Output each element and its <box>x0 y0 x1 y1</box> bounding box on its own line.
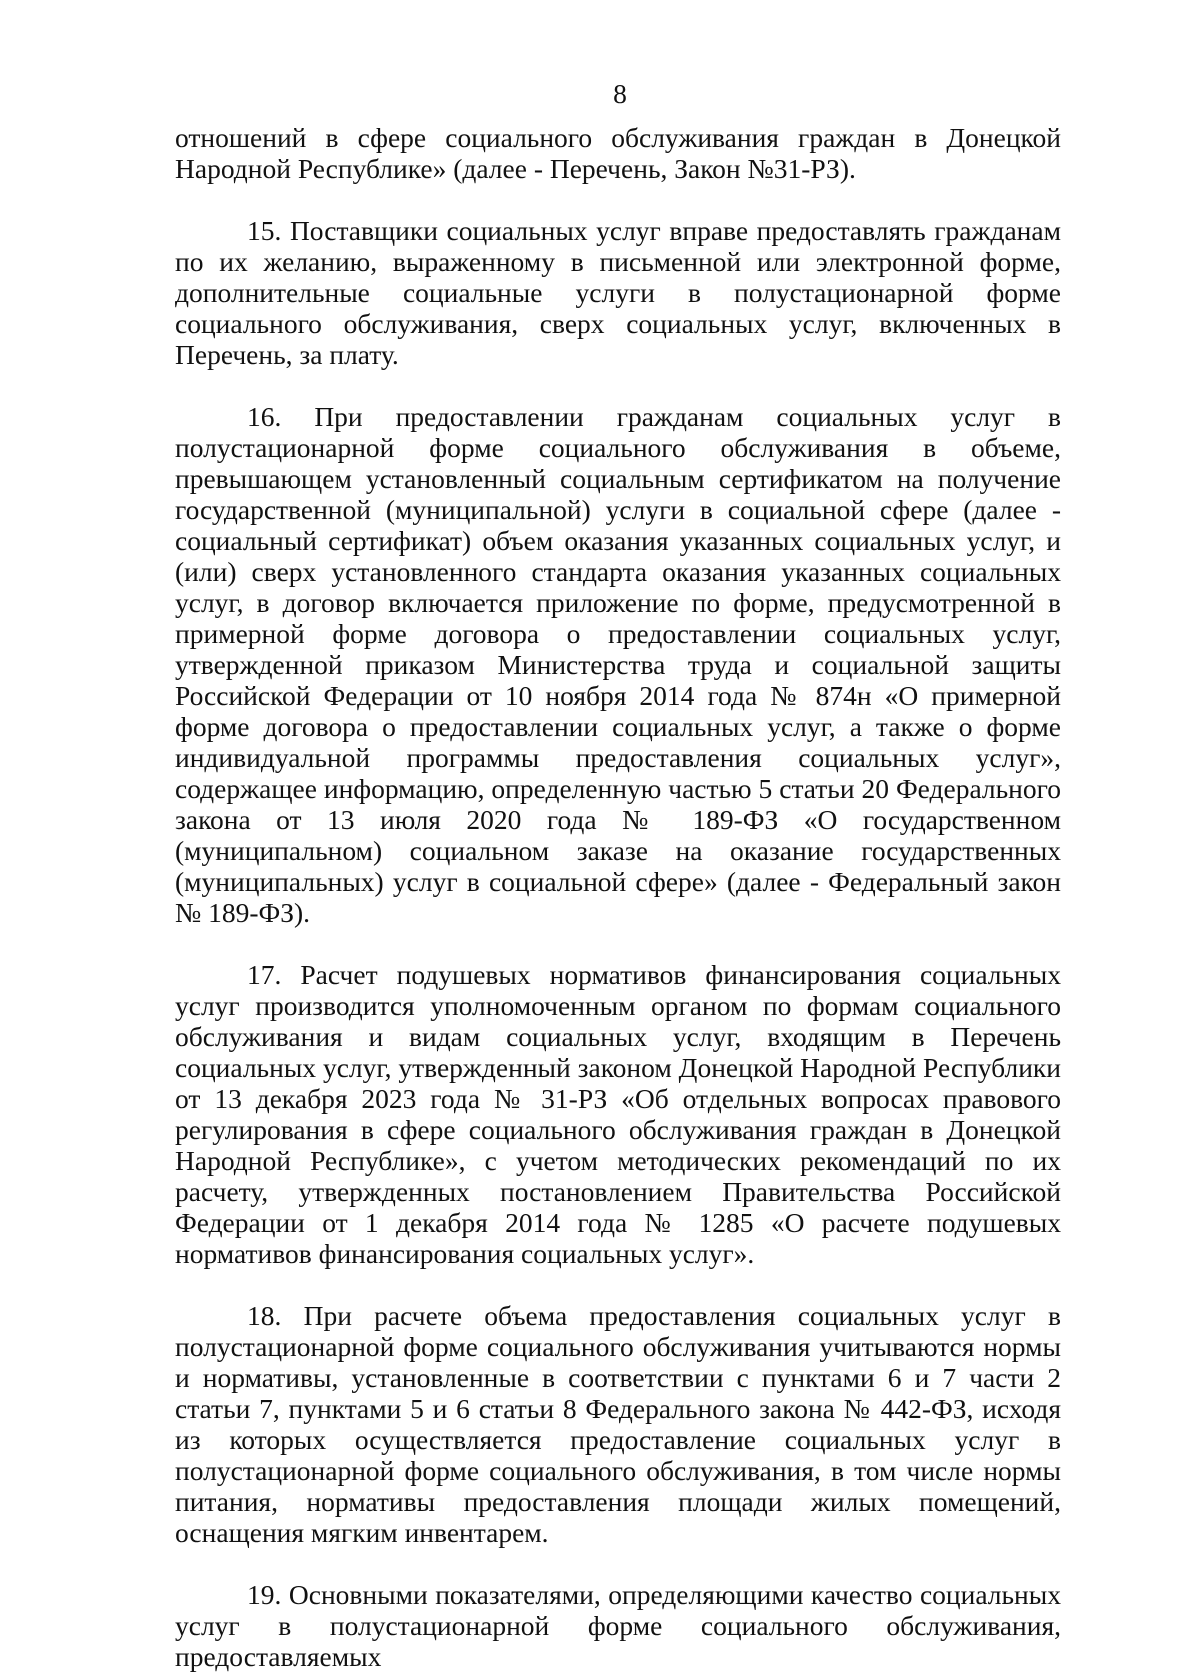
paragraph-19 <box>175 1579 1061 1672</box>
paragraph-15 <box>175 215 1061 370</box>
paragraph-number: 15. <box>247 215 282 246</box>
paragraph-16 <box>175 401 1061 928</box>
paragraph-text: Поставщики социальных услуг вправе предоставлять гражданам по их желанию, выраженному в письменной или электронной форме, дополнительные социальные услуги в полустационарной форме социального обслуживания, сверх социальных услуг, включенных в Перечень, за плату. <box>175 215 1061 370</box>
paragraph-number: 18. <box>247 1300 282 1331</box>
paragraph-text: Основными показателями, определяющими качество социальных услуг в полустационарной форме социального обслуживания, предоставляемых <box>175 1579 1062 1672</box>
paragraph-number: 19. <box>247 1579 282 1610</box>
paragraph-text: При расчете объема предоставления социальных услуг в полустационарной форме социального обслуживания учитываются нормы и нормативы, установленные в соответствии с пунктами 6 и 7 части 2 статьи 7, пунктами 5 и 6 статьи 8 Федерального закона № 442-ФЗ, исходя из которых осуществляется предоставление социальных услуг в полустационарной форме социального обслуживания, в том числе нормы питания, нормативы предоставления площади жилых помещений, оснащения мягким инвентарем. <box>175 1300 1061 1548</box>
paragraph-text: При предоставлении гражданам социальных услуг в полустационарной форме социального обслуживания в объеме, превышающем установленный социальным сертификатом на получение государственной (муниципальной) услуги в социальной сфере (далее - социальный сертификат) объем оказания указанных социальных услуг, и (или) сверх установленного стандарта оказания указанных социальных услуг, в договор включается приложение по форме, предусмотренной в примерной форме договора о предоставлении социальных услуг, утвержденной приказом Министерства труда и социальной защиты Российской Федерации от 10 ноября 2014 года № 874н «О примерной форме договора о предоставлении социальных услуг, а также о форме индивидуальной программы предоставления социальных услуг», содержащее информацию, определенную частью 5 статьи 20 Федерального закона от 13 июля 2020 года № 189-ФЗ «О государственном (муниципальном) социальном заказе на оказание государственных (муниципальных) услуг в социальной сфере» (далее - Федеральный закон № 189-ФЗ). <box>175 401 1061 928</box>
paragraph-17 <box>175 959 1061 1269</box>
document-body <box>175 122 1061 1672</box>
paragraph-18 <box>175 1300 1061 1548</box>
paragraph-text: Расчет подушевых нормативов финансирования социальных услуг производится уполномоченным органом по формам социального обслуживания и видам социальных услуг, входящим в Перечень социальных услуг, утвержденный законом Донецкой Народной Республики от 13 декабря 2023 года № 31-РЗ «Об отдельных вопросах правового регулирования в сфере социального обслуживания граждан в Донецкой Народной Республике», с учетом методических рекомендаций по их расчету, утвержденных постановлением Правительства Российской Федерации от 1 декабря 2014 года № 1285 «О расчете подушевых нормативов финансирования социальных услуг». <box>175 959 1061 1269</box>
paragraph-number: 17. <box>247 959 282 990</box>
paragraph-text: отношений в сфере социального обслуживания граждан в Донецкой Народной Республике» (далее - Перечень, Закон №31-РЗ). <box>175 122 1061 184</box>
paragraph-continuation <box>175 122 1061 184</box>
paragraph-number: 16. <box>247 401 282 432</box>
page-number: 8 <box>613 78 627 109</box>
